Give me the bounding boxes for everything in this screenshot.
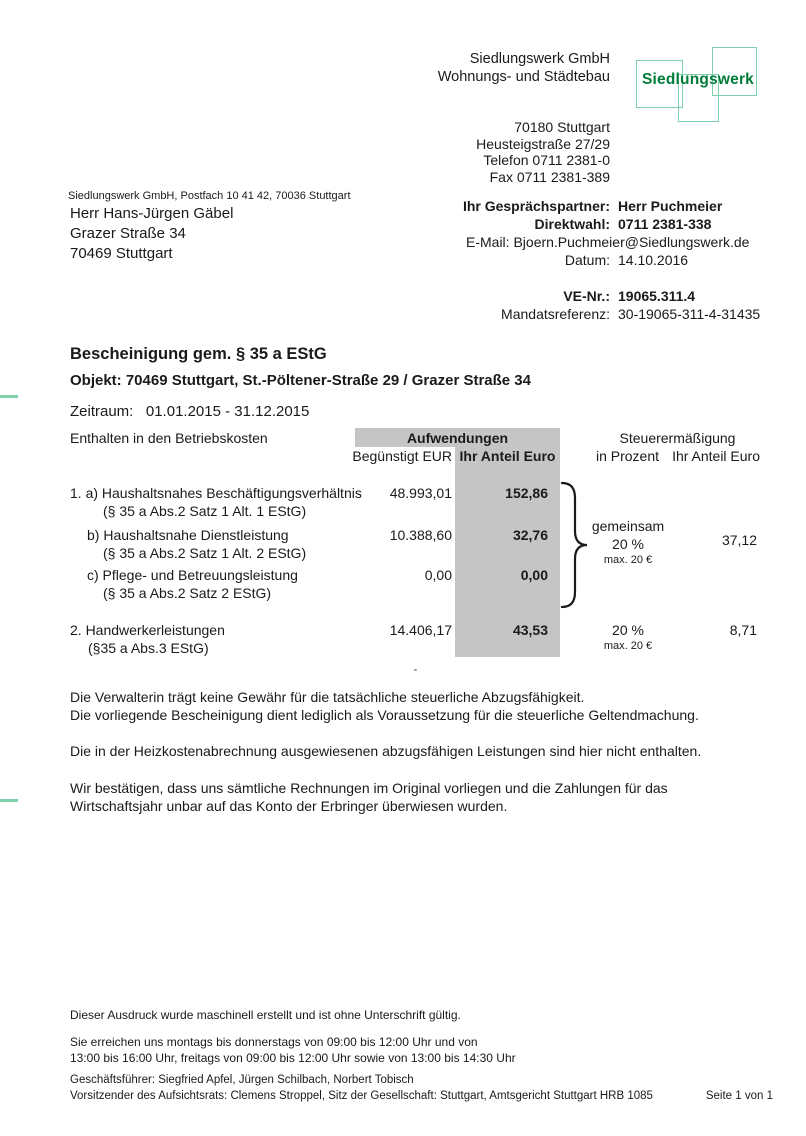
supervisory-board-line: Vorsitzender des Aufsichtsrats: Clemens Stroppel, Sitz der Gesellschaft: Stuttgart, Amtsgericht Stuttgart HRB 1085 [70, 1090, 653, 1102]
beguenstigt-column-header: Begünstigt EUR [352, 448, 452, 464]
date-label: Datum: [564, 252, 610, 268]
page-indicator: Seite 1 von 1 [705, 1090, 773, 1102]
email-value: Bjoern.Puchmeier@Siedlungswerk.de [513, 234, 750, 250]
heating-costs-note: Die in der Heizkostenabrechnung ausgewiesenen abzugsfähigen Leistungen sind hier nicht enthalten. [70, 743, 702, 759]
email-label: E-Mail: [466, 234, 510, 250]
table-row-1c-sub: (§ 35 a Abs.2 Satz 2 EStG) [103, 585, 272, 601]
table-row-2-label: 2. Handwerkerleistungen [70, 622, 225, 638]
group-percent: 20 % [612, 536, 644, 552]
confirmation-paragraph [70, 779, 750, 815]
table-row-1c-anteil: 0,00 [520, 567, 548, 583]
address-line: Fax 0711 2381-389 [489, 168, 610, 185]
office-hours-line1: Sie erreichen uns montags bis donnerstags von 09:00 bis 12:00 Uhr und von [70, 1035, 478, 1049]
table-row-2-beguenstigt: 14.406,17 [389, 622, 452, 638]
confirmation-line1: Wir bestätigen, dass uns sämtliche Rechnungen im Original vorliegen und die Zahlungen für das [70, 780, 668, 796]
office-hours-line2: 13:00 bis 16:00 Uhr, freitags von 09:00 bis 12:00 Uhr sowie von 13:00 bis 14:30 Uhr [70, 1051, 516, 1065]
address-line: Heusteigstraße 27/29 [476, 135, 610, 152]
contact-partner-value: Herr Puchmeier [618, 198, 723, 214]
table-row-2-result: 8,71 [729, 622, 757, 638]
period-label: Zeitraum: [70, 403, 134, 420]
siedlungswerk-logo [634, 44, 758, 124]
document-title: Bescheinigung gem. § 35 a EStG [70, 345, 327, 363]
group-brace-icon [560, 481, 588, 609]
table-row-1b-beguenstigt: 10.388,60 [389, 527, 452, 543]
table-row-1c-beguenstigt: 0,00 [424, 567, 452, 583]
recipient-city: 70469 Stuttgart [70, 245, 173, 262]
table-row-2-max-note: max. 20 € [603, 640, 653, 652]
sender-line: Siedlungswerk GmbH, Postfach 10 41 42, 70036 Stuttgart [68, 190, 351, 202]
recipient-address [70, 204, 233, 264]
disclaimer-paragraph [70, 688, 750, 724]
steuerermaessigung-header: Steuerermäßigung [619, 430, 736, 446]
object-line: Objekt: 70469 Stuttgart, St.-Pöltener-Straße 29 / Grazer Straße 34 [70, 372, 531, 389]
management-line: Geschäftsführer: Siegfried Apfel, Jürgen Schilbach, Norbert Tobisch [70, 1074, 414, 1086]
table-row-1b-label: b) Haushaltsnahe Dienstleistung [87, 527, 289, 543]
table-row-1a-label: 1. a) Haushaltsnahes Beschäftigungsverhältnis [70, 485, 362, 501]
disclaimer-line2: Die vorliegende Bescheinigung dient lediglich als Voraussetzung für die steuerliche Geltendmachung. [70, 707, 699, 723]
letterhead-address [330, 119, 610, 185]
recipient-name: Herr Hans-Jürgen Gäbel [70, 205, 234, 222]
table-row-2-anteil: 43,53 [512, 622, 548, 638]
address-line: 70180 Stuttgart [514, 119, 610, 135]
recipient-street: Grazer Straße 34 [70, 225, 186, 242]
direct-dial-label: Direktwahl: [534, 216, 610, 232]
table-row-1c-label: c) Pflege- und Betreuungsleistung [87, 567, 298, 583]
company-name-line2: Wohnungs- und Städtebau [437, 69, 610, 85]
ve-number-value: 19065.311.4 [618, 288, 696, 304]
address-line: Telefon 0711 2381-0 [483, 152, 610, 168]
email-line [466, 233, 749, 251]
letterhead-company [330, 50, 610, 86]
table-row-1a-sub: (§ 35 a Abs.2 Satz 1 Alt. 1 EStG) [103, 503, 307, 519]
mandate-reference-value: 30-19065-311-4-31435 [618, 306, 761, 322]
contact-partner-label: Ihr Gesprächspartner: [462, 198, 610, 214]
table-row-2-sub: (§35 a Abs.3 EStG) [88, 640, 209, 656]
fold-mark-bottom [0, 799, 18, 802]
table-row-1b-anteil: 32,76 [512, 527, 548, 543]
confirmation-line2: Wirtschaftsjahr unbar auf das Konto der Erbringer überwiesen wurden. [70, 798, 508, 814]
office-hours [70, 1034, 750, 1066]
table-row-1a-anteil: 152,86 [505, 485, 548, 501]
direct-dial-value: 0711 2381-338 [618, 216, 712, 232]
aufwendungen-header: Aufwendungen [406, 430, 509, 446]
date-value: 14.10.2016 [618, 252, 689, 268]
table-row-1a-beguenstigt: 48.993,01 [389, 485, 452, 501]
fold-mark-top [0, 395, 18, 398]
ve-number-label: VE-Nr.: [563, 288, 610, 304]
anteil2-column-header: Ihr Anteil Euro [672, 448, 760, 464]
scan-artifact-dot [414, 669, 417, 671]
period-value: 01.01.2015 - 31.12.2015 [145, 403, 310, 420]
disclaimer-line1: Die Verwalterin trägt keine Gewähr für die tatsächliche steuerliche Abzugsfähigkeit. [70, 689, 585, 705]
mandate-reference-label: Mandatsreferenz: [501, 306, 610, 322]
machine-print-note: Dieser Ausdruck wurde maschinell erstellt und ist ohne Unterschrift gültig. [70, 1008, 461, 1022]
period-line [70, 402, 309, 422]
table-row-1b-sub: (§ 35 a Abs.2 Satz 1 Alt. 2 EStG) [103, 545, 307, 561]
logo-wordmark: Siedlungswerk [642, 71, 754, 88]
group-result: 37,12 [721, 532, 757, 548]
table-left-header: Enthalten in den Betriebskosten [70, 430, 268, 446]
table-row-2-percent: 20 % [612, 622, 644, 638]
company-name-line1: Siedlungswerk GmbH [469, 51, 610, 67]
anteil-column-header: Ihr Anteil Euro [459, 448, 556, 464]
prozent-column-header: in Prozent [595, 448, 660, 464]
group-max-note: max. 20 € [603, 554, 653, 566]
group-joint-label: gemeinsam [591, 518, 665, 534]
